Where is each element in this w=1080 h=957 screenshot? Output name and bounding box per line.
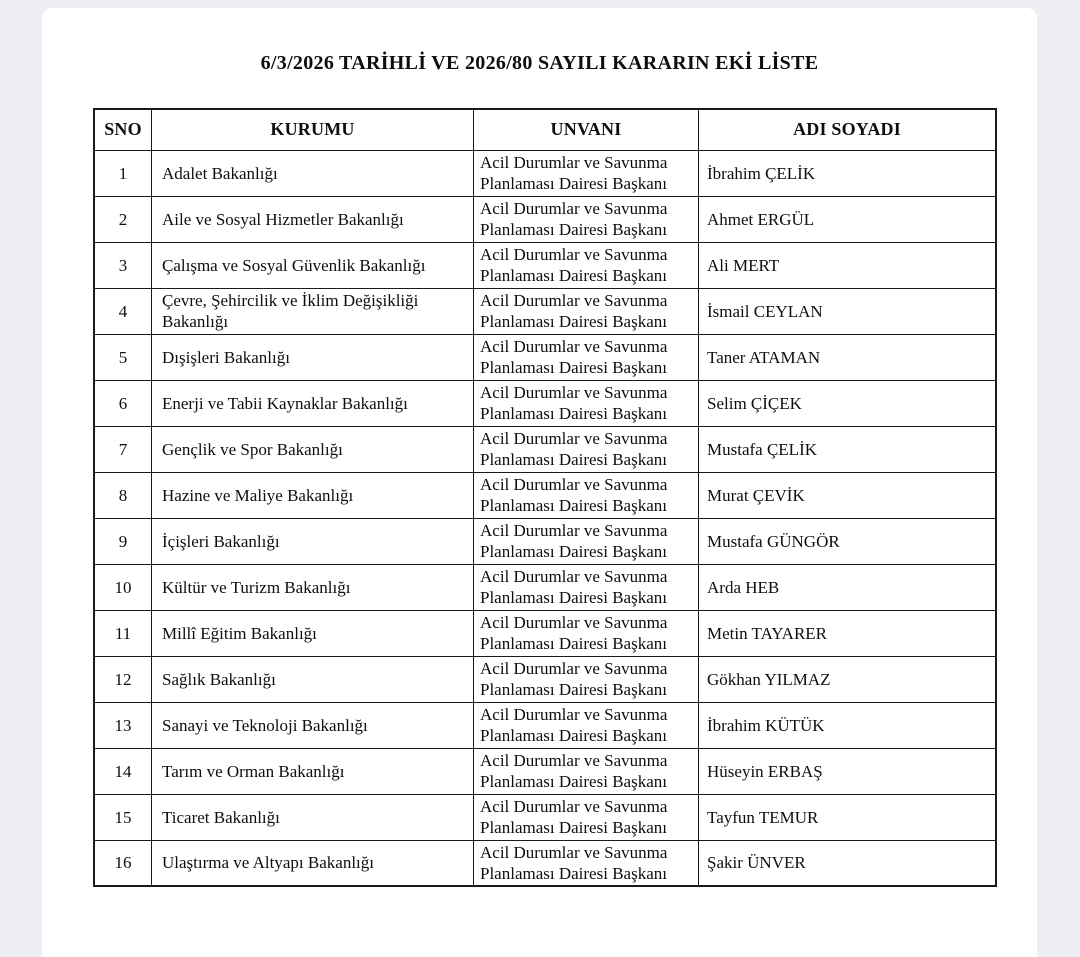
institution-cell: Tarım ve Orman Bakanlığı xyxy=(152,748,474,794)
institution-cell: Millî Eğitim Bakanlığı xyxy=(152,610,474,656)
row-number-cell: 10 xyxy=(94,564,152,610)
institution-cell: Ticaret Bakanlığı xyxy=(152,794,474,840)
title-cell: Acil Durumlar ve Savunma Planlaması Dairesi Başkanı xyxy=(474,334,699,380)
title-cell: Acil Durumlar ve Savunma Planlaması Dairesi Başkanı xyxy=(474,702,699,748)
row-number-cell: 8 xyxy=(94,472,152,518)
full-name-cell: Mustafa ÇELİK xyxy=(699,426,997,472)
table-row xyxy=(94,334,996,380)
institution-cell: Sanayi ve Teknoloji Bakanlığı xyxy=(152,702,474,748)
full-name-cell: Ali MERT xyxy=(699,242,997,288)
row-number-cell: 13 xyxy=(94,702,152,748)
full-name-cell: Taner ATAMAN xyxy=(699,334,997,380)
row-number-cell: 11 xyxy=(94,610,152,656)
title-cell: Acil Durumlar ve Savunma Planlaması Dairesi Başkanı xyxy=(474,472,699,518)
full-name-cell: İbrahim KÜTÜK xyxy=(699,702,997,748)
row-number-cell: 14 xyxy=(94,748,152,794)
full-name-cell: İsmail CEYLAN xyxy=(699,288,997,334)
row-number-cell: 12 xyxy=(94,656,152,702)
institution-cell: Aile ve Sosyal Hizmetler Bakanlığı xyxy=(152,196,474,242)
institution-cell: Dışişleri Bakanlığı xyxy=(152,334,474,380)
institution-cell: Gençlik ve Spor Bakanlığı xyxy=(152,426,474,472)
full-name-cell: Şakir ÜNVER xyxy=(699,840,997,886)
institution-cell: Ulaştırma ve Altyapı Bakanlığı xyxy=(152,840,474,886)
title-cell: Acil Durumlar ve Savunma Planlaması Dairesi Başkanı xyxy=(474,380,699,426)
row-number-cell: 4 xyxy=(94,288,152,334)
column-header-kurumu: KURUMU xyxy=(152,109,474,150)
institution-cell: Enerji ve Tabii Kaynaklar Bakanlığı xyxy=(152,380,474,426)
full-name-cell: İbrahim ÇELİK xyxy=(699,150,997,196)
table-row xyxy=(94,610,996,656)
title-cell: Acil Durumlar ve Savunma Planlaması Dairesi Başkanı xyxy=(474,794,699,840)
document-title: 6/3/2026 TARİHLİ VE 2026/80 SAYILI KARARIN EKİ LİSTE xyxy=(260,52,819,74)
row-number-cell: 1 xyxy=(94,150,152,196)
table-row xyxy=(94,288,996,334)
full-name-cell: Hüseyin ERBAŞ xyxy=(699,748,997,794)
title-cell: Acil Durumlar ve Savunma Planlaması Dairesi Başkanı xyxy=(474,748,699,794)
table-row xyxy=(94,794,996,840)
table-row xyxy=(94,564,996,610)
full-name-cell: Gökhan YILMAZ xyxy=(699,656,997,702)
table-row xyxy=(94,748,996,794)
full-name-cell: Mustafa GÜNGÖR xyxy=(699,518,997,564)
institution-cell: Sağlık Bakanlığı xyxy=(152,656,474,702)
column-header-adi-soyadi: ADI SOYADI xyxy=(699,109,997,150)
institution-cell: Kültür ve Turizm Bakanlığı xyxy=(152,564,474,610)
row-number-cell: 6 xyxy=(94,380,152,426)
row-number-cell: 7 xyxy=(94,426,152,472)
table-row xyxy=(94,840,996,886)
table-row xyxy=(94,150,996,196)
institution-cell: Adalet Bakanlığı xyxy=(152,150,474,196)
title-cell: Acil Durumlar ve Savunma Planlaması Dairesi Başkanı xyxy=(474,840,699,886)
column-header-unvani: UNVANI xyxy=(474,109,699,150)
title-cell: Acil Durumlar ve Savunma Planlaması Dairesi Başkanı xyxy=(474,288,699,334)
table-header-row xyxy=(94,109,996,150)
title-cell: Acil Durumlar ve Savunma Planlaması Dairesi Başkanı xyxy=(474,426,699,472)
institution-cell: Çevre, Şehircilik ve İklim Değişikliği Bakanlığı xyxy=(152,288,474,334)
full-name-cell: Metin TAYARER xyxy=(699,610,997,656)
row-number-cell: 15 xyxy=(94,794,152,840)
row-number-cell: 2 xyxy=(94,196,152,242)
full-name-cell: Tayfun TEMUR xyxy=(699,794,997,840)
column-header-sno: SNO xyxy=(94,109,152,150)
institution-cell: İçişleri Bakanlığı xyxy=(152,518,474,564)
table-row xyxy=(94,426,996,472)
full-name-cell: Selim ÇİÇEK xyxy=(699,380,997,426)
row-number-cell: 5 xyxy=(94,334,152,380)
institution-cell: Çalışma ve Sosyal Güvenlik Bakanlığı xyxy=(152,242,474,288)
table-row xyxy=(94,702,996,748)
institution-cell: Hazine ve Maliye Bakanlığı xyxy=(152,472,474,518)
table-row xyxy=(94,242,996,288)
document-page xyxy=(42,8,1037,957)
full-name-cell: Murat ÇEVİK xyxy=(699,472,997,518)
table-row xyxy=(94,196,996,242)
decree-annex-table xyxy=(93,108,997,887)
row-number-cell: 9 xyxy=(94,518,152,564)
title-cell: Acil Durumlar ve Savunma Planlaması Dairesi Başkanı xyxy=(474,150,699,196)
title-cell: Acil Durumlar ve Savunma Planlaması Dairesi Başkanı xyxy=(474,518,699,564)
full-name-cell: Ahmet ERGÜL xyxy=(699,196,997,242)
table-header xyxy=(94,109,996,150)
row-number-cell: 3 xyxy=(94,242,152,288)
row-number-cell: 16 xyxy=(94,840,152,886)
table-row xyxy=(94,380,996,426)
table-body xyxy=(94,150,996,886)
title-cell: Acil Durumlar ve Savunma Planlaması Dairesi Başkanı xyxy=(474,610,699,656)
title-cell: Acil Durumlar ve Savunma Planlaması Dairesi Başkanı xyxy=(474,564,699,610)
table-row xyxy=(94,518,996,564)
title-cell: Acil Durumlar ve Savunma Planlaması Dairesi Başkanı xyxy=(474,242,699,288)
title-cell: Acil Durumlar ve Savunma Planlaması Dairesi Başkanı xyxy=(474,656,699,702)
table-row xyxy=(94,656,996,702)
title-cell: Acil Durumlar ve Savunma Planlaması Dairesi Başkanı xyxy=(474,196,699,242)
full-name-cell: Arda HEB xyxy=(699,564,997,610)
table-row xyxy=(94,472,996,518)
